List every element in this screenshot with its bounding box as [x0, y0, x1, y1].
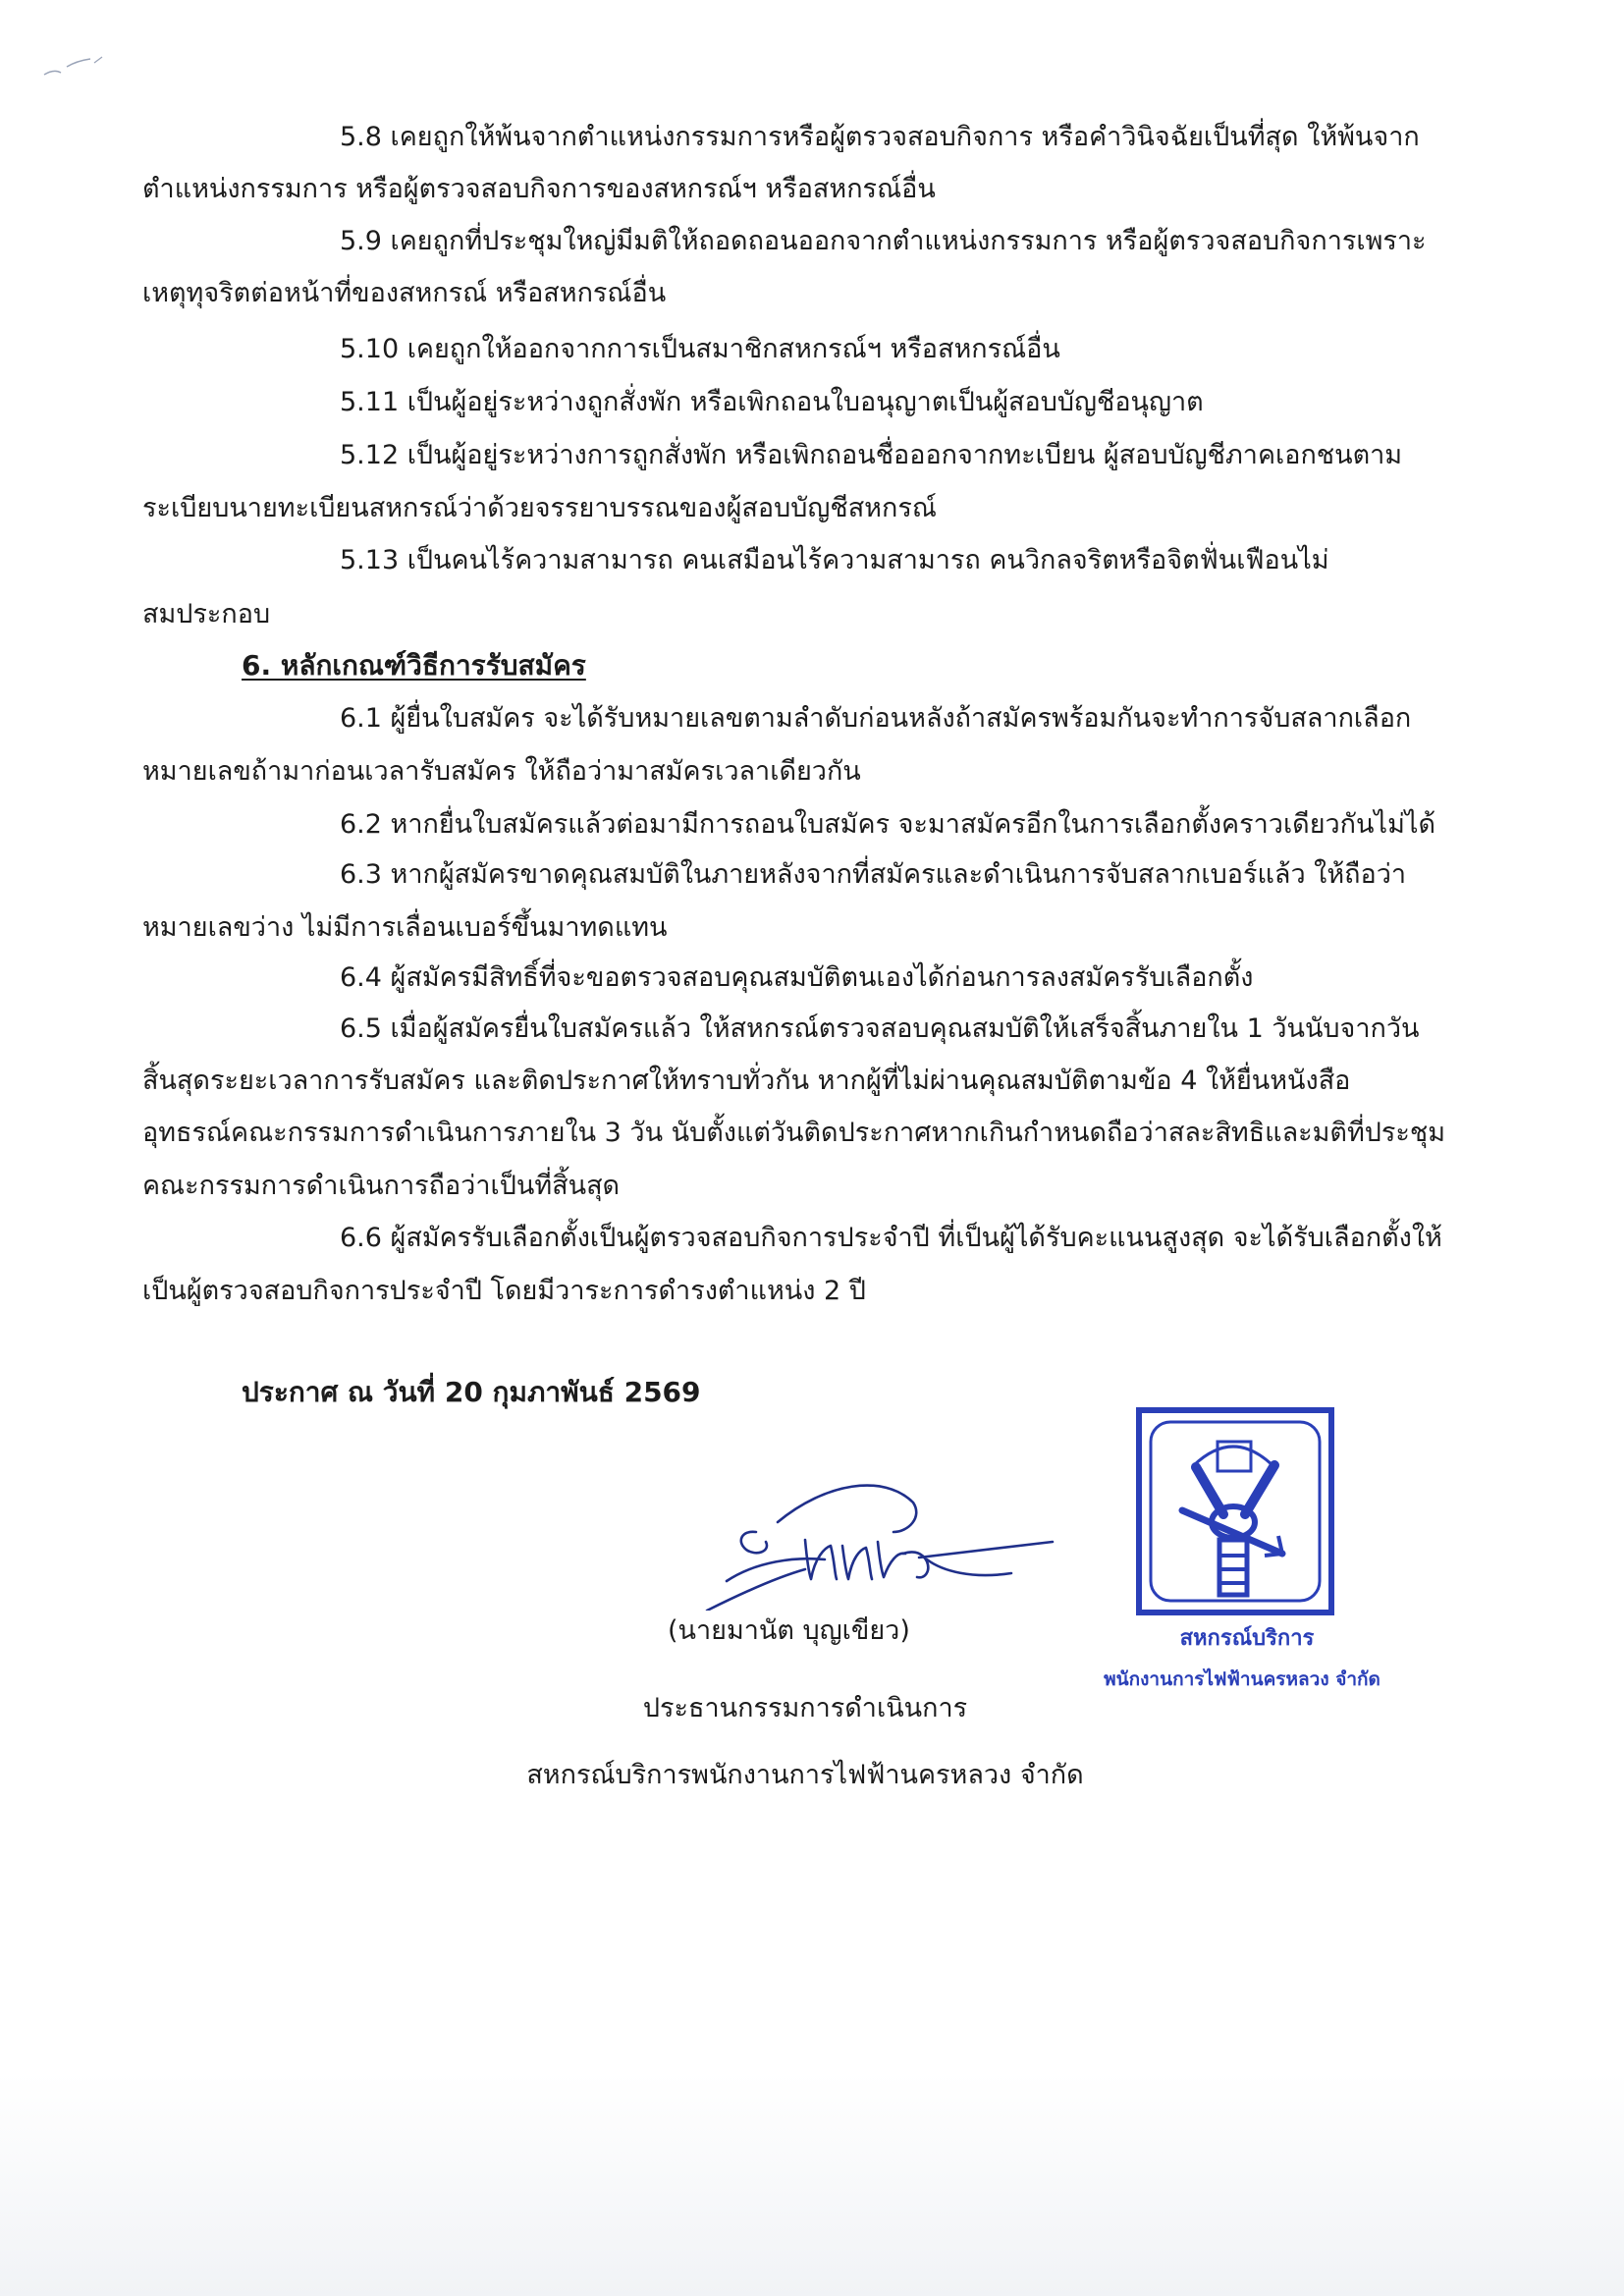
- item-6-5-line2: สิ้นสุดระยะเวลาการรับสมัคร และติดประกาศให้ทราบทั่วกัน หากผู้ที่ไม่ผ่านคุณสมบัติตามข้อ 4 ให้ยื่นหนังสือ: [142, 1066, 1351, 1096]
- section-6-heading: 6. หลักเกณฑ์วิธีการรับสมัคร: [242, 649, 586, 682]
- item-6-4-line1: 6.4 ผู้สมัครมีสิทธิ์ที่จะขอตรวจสอบคุณสมบัติตนเองได้ก่อนการลงสมัครรับเลือกตั้ง: [340, 962, 1254, 993]
- item-5-8-line2: ตำแหน่งกรรมการ หรือผู้ตรวจสอบกิจการของสหกรณ์ฯ หรือสหกรณ์อื่น: [142, 174, 936, 204]
- scan-artifact-mark: [39, 47, 118, 86]
- scan-bottom-shading: [0, 2072, 1624, 2296]
- item-5-13-line1: 5.13 เป็นคนไร้ความสามารถ คนเสมือนไร้ความสามารถ คนวิกลจริตหรือจิตฟั่นเฟือนไม่: [340, 545, 1329, 575]
- item-6-3-line2: หมายเลขว่าง ไม่มีการเลื่อนเบอร์ขึ้นมาทดแทน: [142, 912, 668, 943]
- item-5-9-line1: 5.9 เคยถูกที่ประชุมใหญ่มีมติให้ถอดถอนออกจากตำแหน่งกรรมการ หรือผู้ตรวจสอบกิจการเพราะ: [340, 226, 1427, 256]
- cooperative-stamp-logo: [1135, 1406, 1337, 1622]
- organization-name: สหกรณ์บริการพนักงานการไฟฟ้านครหลวง จำกัด: [526, 1760, 1084, 1790]
- item-6-5-line4: คณะกรรมการดำเนินการถือว่าเป็นที่สิ้นสุด: [142, 1171, 621, 1201]
- item-5-8-line1: 5.8 เคยถูกให้พ้นจากตำแหน่งกรรมการหรือผู้ตรวจสอบกิจการ หรือคำวินิจฉัยเป็นที่สุด ให้พ้นจาก: [340, 122, 1420, 152]
- announcement-date: ประกาศ ณ วันที่ 20 กุมภาพันธ์ 2569: [242, 1376, 701, 1408]
- stamp-text-line1: สหกรณ์บริการ: [1179, 1626, 1315, 1651]
- signatory-position: ประธานกรรมการดำเนินการ: [642, 1693, 968, 1723]
- handwritten-signature: [687, 1463, 1060, 1611]
- item-6-2-line1: 6.2 หากยื่นใบสมัครแล้วต่อมามีการถอนใบสมัคร จะมาสมัครอีกในการเลือกตั้งคราวเดียวกันไม่ได้: [340, 809, 1435, 840]
- item-6-6-line2: เป็นผู้ตรวจสอบกิจการประจำปี โดยมีวาระการดำรงตำแหน่ง 2 ปี: [142, 1276, 866, 1306]
- item-6-1-line2: หมายเลขถ้ามาก่อนเวลารับสมัคร ให้ถือว่ามาสมัครเวลาเดียวกัน: [142, 756, 861, 787]
- item-5-10-line1: 5.10 เคยถูกให้ออกจากการเป็นสมาชิกสหกรณ์ฯ หรือสหกรณ์อื่น: [340, 334, 1060, 364]
- item-6-1-line1: 6.1 ผู้ยื่นใบสมัคร จะได้รับหมายเลขตามลำดับก่อนหลังถ้าสมัครพร้อมกันจะทำการจับสลากเลือก: [340, 703, 1412, 734]
- item-5-11-line1: 5.11 เป็นผู้อยู่ระหว่างถูกสั่งพัก หรือเพิกถอนใบอนุญาตเป็นผู้สอบบัญชีอนุญาต: [340, 387, 1204, 417]
- item-5-13-line2: สมประกอบ: [142, 599, 271, 629]
- item-5-12-line2: ระเบียบนายทะเบียนสหกรณ์ว่าด้วยจรรยาบรรณของผู้สอบบัญชีสหกรณ์: [142, 493, 937, 523]
- item-6-3-line1: 6.3 หากผู้สมัครขาดคุณสมบัติในภายหลังจากที่สมัครและดำเนินการจับสลากเบอร์แล้ว ให้ถือว่า: [340, 859, 1407, 890]
- signatory-name: (นายมานัต บุญเขียว): [668, 1615, 910, 1646]
- item-6-5-line1: 6.5 เมื่อผู้สมัครยื่นใบสมัครแล้ว ให้สหกรณ์ตรวจสอบคุณสมบัติให้เสร็จสิ้นภายใน 1 วันนับจากวัน: [340, 1013, 1420, 1044]
- item-6-5-line3: อุทธรณ์คณะกรรมการดำเนินการภายใน 3 วัน นับตั้งแต่วันติดประกาศหากเกินกำหนดถือว่าสละสิทธิและมติที่ประชุม: [142, 1118, 1446, 1148]
- item-6-6-line1: 6.6 ผู้สมัครรับเลือกตั้งเป็นผู้ตรวจสอบกิจการประจำปี ที่เป็นผู้ได้รับคะแนนสูงสุด จะได้รับเลือกตั้งให้: [340, 1223, 1442, 1253]
- item-5-9-line2: เหตุทุจริตต่อหน้าที่ของสหกรณ์ หรือสหกรณ์อื่น: [142, 278, 667, 308]
- stamp-text-line2: พนักงานการไฟฟ้านครหลวง จำกัด: [1104, 1668, 1380, 1690]
- item-5-12-line1: 5.12 เป็นผู้อยู่ระหว่างการถูกสั่งพัก หรือเพิกถอนชื่อออกจากทะเบียน ผู้สอบบัญชีภาคเอกชนตาม: [340, 440, 1403, 470]
